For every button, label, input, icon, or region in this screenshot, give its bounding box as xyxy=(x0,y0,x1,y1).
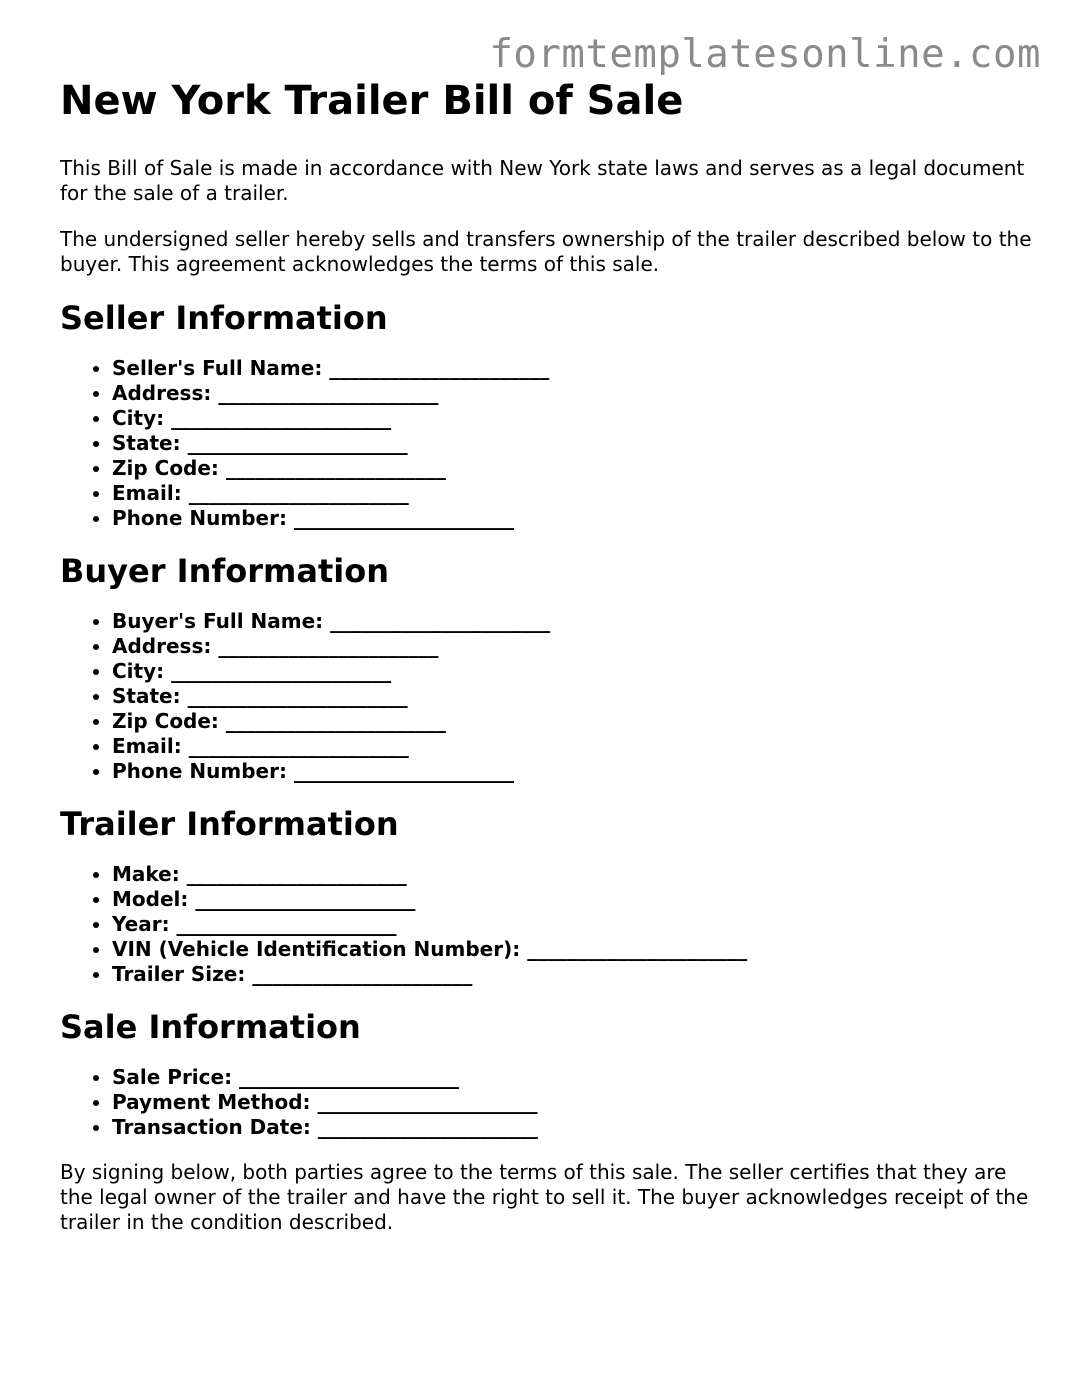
buyer-field-list xyxy=(60,609,1040,784)
trailer-make-field xyxy=(112,862,1040,887)
fill-in-blank[interactable]: ______________________ xyxy=(186,862,407,886)
sale-price-field xyxy=(112,1065,1040,1090)
sale-heading: Sale Information xyxy=(60,1008,361,1046)
field-label: Zip Code: xyxy=(112,456,219,480)
fill-in-blank[interactable]: ______________________ xyxy=(239,1065,460,1089)
document-body xyxy=(60,76,1040,1256)
fill-in-blank[interactable]: ______________________ xyxy=(329,356,550,380)
buyer-zip-field xyxy=(112,709,1040,734)
field-label: Seller's Full Name: xyxy=(112,356,323,380)
field-label: State: xyxy=(112,431,181,455)
buyer-city-field xyxy=(112,659,1040,684)
field-label: Trailer Size: xyxy=(112,962,246,986)
field-label: VIN (Vehicle Identification Number): xyxy=(112,937,521,961)
seller-full-name-field xyxy=(112,356,1040,381)
field-label: Model: xyxy=(112,887,189,911)
fill-in-blank[interactable]: ______________________ xyxy=(218,381,439,405)
trailer-vin-field xyxy=(112,937,1040,962)
fill-in-blank[interactable]: ______________________ xyxy=(317,1115,538,1139)
transaction-date-field xyxy=(112,1115,1040,1140)
fill-in-blank[interactable]: ______________________ xyxy=(188,481,409,505)
field-label: Address: xyxy=(112,634,212,658)
fill-in-blank[interactable]: ______________________ xyxy=(176,912,397,936)
trailer-size-field xyxy=(112,962,1040,987)
seller-email-field xyxy=(112,481,1040,506)
field-label: Phone Number: xyxy=(112,759,287,783)
fill-in-blank[interactable]: ______________________ xyxy=(187,431,408,455)
field-label: Phone Number: xyxy=(112,506,287,530)
fill-in-blank[interactable]: ______________________ xyxy=(187,684,408,708)
field-label: Transaction Date: xyxy=(112,1115,311,1139)
field-label: Sale Price: xyxy=(112,1065,233,1089)
fill-in-blank[interactable]: ______________________ xyxy=(330,609,551,633)
sale-field-list xyxy=(60,1065,1040,1140)
fill-in-blank[interactable]: ______________________ xyxy=(527,937,748,961)
field-label: City: xyxy=(112,406,165,430)
fill-in-blank[interactable]: ______________________ xyxy=(252,962,473,986)
payment-method-field xyxy=(112,1090,1040,1115)
trailer-model-field xyxy=(112,887,1040,912)
fill-in-blank[interactable]: ______________________ xyxy=(293,506,514,530)
seller-heading: Seller Information xyxy=(60,299,388,337)
seller-city-field xyxy=(112,406,1040,431)
field-label: Make: xyxy=(112,862,180,886)
buyer-full-name-field xyxy=(112,609,1040,634)
fill-in-blank[interactable]: ______________________ xyxy=(171,659,392,683)
fill-in-blank[interactable]: ______________________ xyxy=(225,456,446,480)
intro-paragraph-1: This Bill of Sale is made in accordance with New York state laws and serves as a legal document for the sale of a trailer. xyxy=(60,156,1025,205)
buyer-email-field xyxy=(112,734,1040,759)
field-label: State: xyxy=(112,684,181,708)
field-label: Year: xyxy=(112,912,170,936)
field-label: Buyer's Full Name: xyxy=(112,609,324,633)
seller-state-field xyxy=(112,431,1040,456)
watermark: formtemplatesonline.com xyxy=(489,32,1041,77)
field-label: Address: xyxy=(112,381,212,405)
field-label: Zip Code: xyxy=(112,709,219,733)
field-label: Email: xyxy=(112,734,182,758)
field-label: City: xyxy=(112,659,165,683)
seller-phone-field xyxy=(112,506,1040,531)
trailer-year-field xyxy=(112,912,1040,937)
trailer-heading: Trailer Information xyxy=(60,805,399,843)
buyer-heading: Buyer Information xyxy=(60,552,389,590)
fill-in-blank[interactable]: ______________________ xyxy=(317,1090,538,1114)
intro-paragraph-2: The undersigned seller hereby sells and transfers ownership of the trailer described below to the buyer. This agreement acknowledges the terms of this sale. xyxy=(60,227,1032,276)
seller-zip-field xyxy=(112,456,1040,481)
field-label: Email: xyxy=(112,481,182,505)
page-title: New York Trailer Bill of Sale xyxy=(60,78,684,124)
trailer-field-list xyxy=(60,862,1040,987)
fill-in-blank[interactable]: ______________________ xyxy=(225,709,446,733)
field-label: Payment Method: xyxy=(112,1090,311,1114)
fill-in-blank[interactable]: ______________________ xyxy=(195,887,416,911)
closing-paragraph: By signing below, both parties agree to the terms of this sale. The seller certifies that they are the legal owner of the trailer and have the right to sell it. The buyer acknowledges receipt of the trailer in the condition described. xyxy=(60,1160,1029,1234)
fill-in-blank[interactable]: ______________________ xyxy=(218,634,439,658)
buyer-address-field xyxy=(112,634,1040,659)
buyer-state-field xyxy=(112,684,1040,709)
fill-in-blank[interactable]: ______________________ xyxy=(188,734,409,758)
fill-in-blank[interactable]: ______________________ xyxy=(171,406,392,430)
seller-field-list xyxy=(60,356,1040,531)
fill-in-blank[interactable]: ______________________ xyxy=(293,759,514,783)
buyer-phone-field xyxy=(112,759,1040,784)
seller-address-field xyxy=(112,381,1040,406)
